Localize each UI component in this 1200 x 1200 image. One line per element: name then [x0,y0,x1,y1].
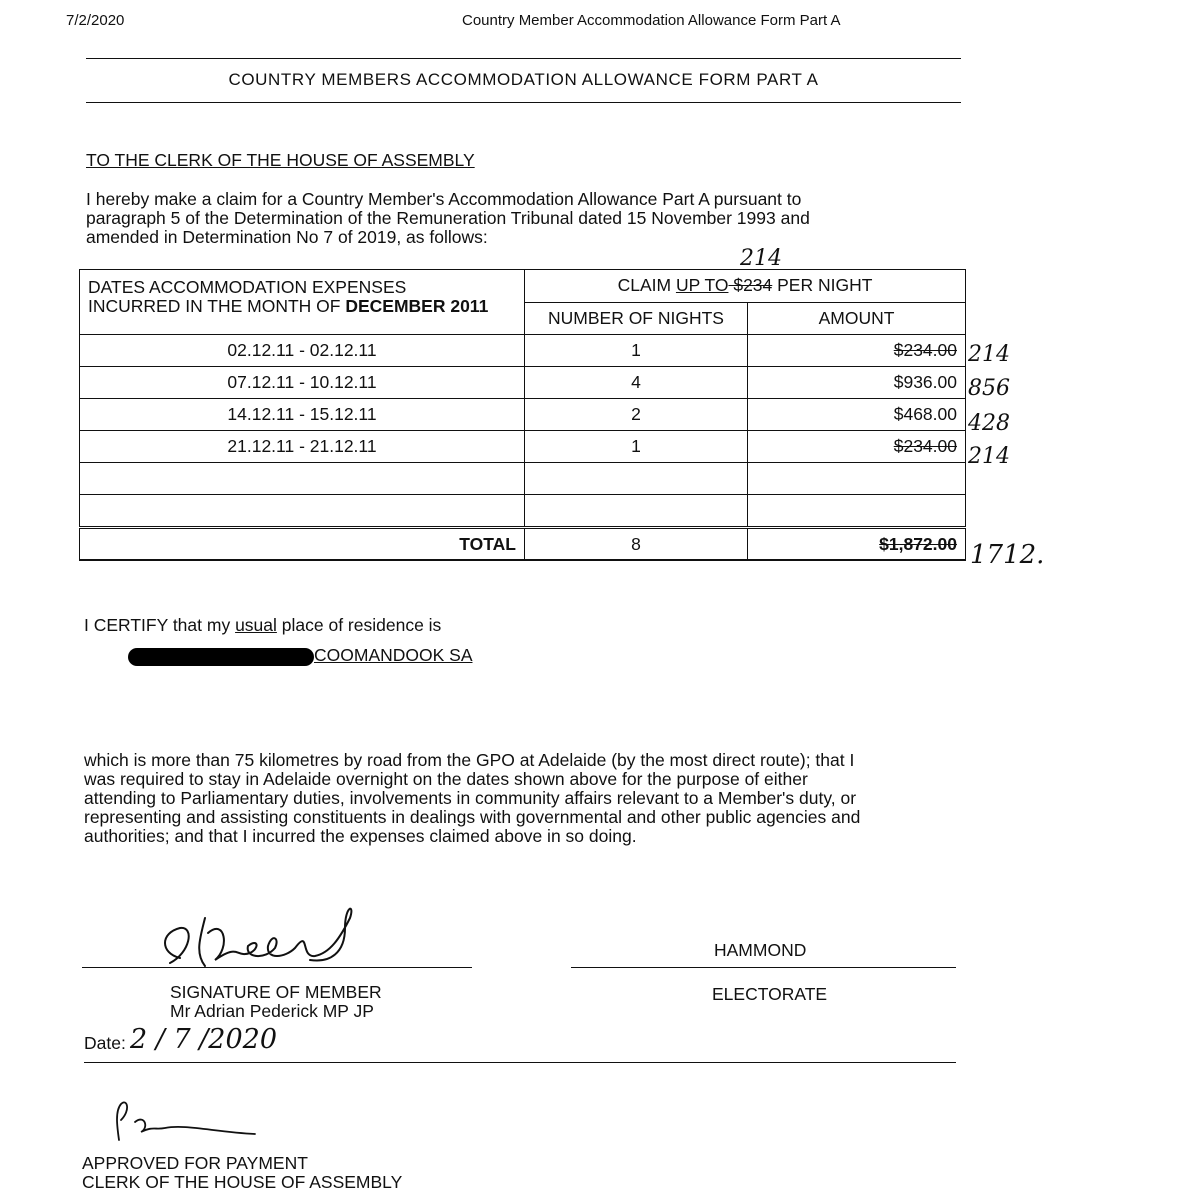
handwritten-amount: 428 [968,411,1010,436]
row-amount-value: $468.00 [893,404,957,424]
row-amount [748,399,966,431]
claims-table [79,269,966,561]
row-nights: 1 [525,431,748,463]
claim-prefix: CLAIM [617,275,676,296]
certify-line [84,615,441,636]
amount-column-header: AMOUNT [748,302,966,335]
certify-paragraph [84,751,1084,846]
table-row [80,367,966,399]
row-amount [748,335,966,367]
row-dates: 21.12.11 - 21.12.11 [80,431,525,463]
dates-header-line2 [88,297,516,316]
intro-line: paragraph 5 of the Determination of the Remuneration Tribunal dated 15 November 1993 and [86,208,810,228]
handwritten-total: 1712. [970,540,1045,570]
row-amount-value: $234.00 [893,436,957,456]
approval-line1: APPROVED FOR PAYMENT [82,1153,308,1173]
row-nights: 1 [525,335,748,367]
dates-header-line1: DATES ACCOMMODATION EXPENSES [88,277,407,297]
table-row-empty [80,463,966,495]
certify-paragraph-line: authorities; and that I incurred the expenses claimed above in so doing. [84,826,637,846]
dates-column-header [80,270,525,335]
table-row [80,335,966,367]
handwritten-amount: 214 [968,342,1010,367]
total-nights: 8 [525,528,748,561]
redacted-address-block [128,648,314,666]
intro-line: I hereby make a claim for a Country Member's Accommodation Allowance Part A pursuant to [86,189,802,209]
row-amount-value: $234.00 [893,340,957,360]
claim-month: DECEMBER 2011 [345,296,489,316]
member-signature [150,898,390,974]
row-nights: 4 [525,367,748,399]
table-row-empty [80,495,966,528]
title-rule-top [86,58,961,59]
claim-up-to: UP TO [675,275,729,296]
table-header-row [80,270,966,303]
electorate-line [571,967,956,968]
row-dates: 02.12.11 - 02.12.11 [80,335,525,367]
electorate-value: HAMMOND [714,940,807,960]
certify-paragraph-line: attending to Parliamentary duties, involvements in community affairs relevant to a Member's duty, or [84,788,857,808]
handwritten-amount: 856 [968,376,1010,401]
date-value: 2 / 7 /2020 [130,1024,278,1055]
row-dates: 07.12.11 - 10.12.11 [80,367,525,399]
total-amount-value: $1,872.00 [879,533,957,554]
row-amount-value: $936.00 [893,372,957,392]
claim-rate-amount: $234 [728,275,773,296]
row-amount [748,431,966,463]
member-name: Mr Adrian Pederick MP JP [170,1001,374,1021]
intro-paragraph [86,190,986,247]
clerk-signature [105,1096,265,1146]
handwritten-amount: 214 [968,444,1010,469]
approval-line2: CLERK OF THE HOUSE OF ASSEMBLY [82,1172,403,1192]
date-label: Date: [84,1033,126,1053]
total-amount [748,528,966,561]
signature-line [82,967,472,968]
total-label: TOTAL [80,528,525,561]
claim-suffix: PER NIGHT [772,275,873,296]
total-row [80,528,966,561]
print-page-title: Country Member Accommodation Allowance Form Part A [462,12,841,29]
print-date: 7/2/2020 [66,12,125,29]
certify-paragraph-line: which is more than 75 kilometres by road from the GPO at Adelaide (by the most direct route); that I [84,750,855,770]
intro-line: amended in Determination No 7 of 2019, as follows: [86,227,488,247]
row-amount [748,367,966,399]
claim-rate-handwritten-correction: 214 [740,246,782,271]
table-row [80,399,966,431]
residence-town: COOMANDOOK SA [314,645,473,665]
table-row [80,431,966,463]
date-line [84,1062,956,1063]
dates-header-prefix: INCURRED IN THE MONTH OF [88,296,346,316]
certify-paragraph-line: representing and assisting constituents in dealings with governmental and other public agencies and [84,807,861,827]
claim-rate-header [525,270,966,303]
certify-prefix: I CERTIFY that my [84,615,236,635]
row-nights: 2 [525,399,748,431]
nights-column-header: NUMBER OF NIGHTS [525,302,748,335]
title-rule-bottom [86,102,961,103]
addressee: TO THE CLERK OF THE HOUSE OF ASSEMBLY [86,150,475,170]
certify-suffix: place of residence is [276,615,442,635]
signature-label: SIGNATURE OF MEMBER [170,982,382,1002]
electorate-label: ELECTORATE [712,984,828,1004]
form-title: COUNTRY MEMBERS ACCOMMODATION ALLOWANCE FORM PART A [228,70,819,89]
row-dates: 14.12.11 - 15.12.11 [80,399,525,431]
certify-usual: usual [235,615,277,635]
certify-paragraph-line: was required to stay in Adelaide overnight on the dates shown above for the purpose of either [84,769,808,789]
